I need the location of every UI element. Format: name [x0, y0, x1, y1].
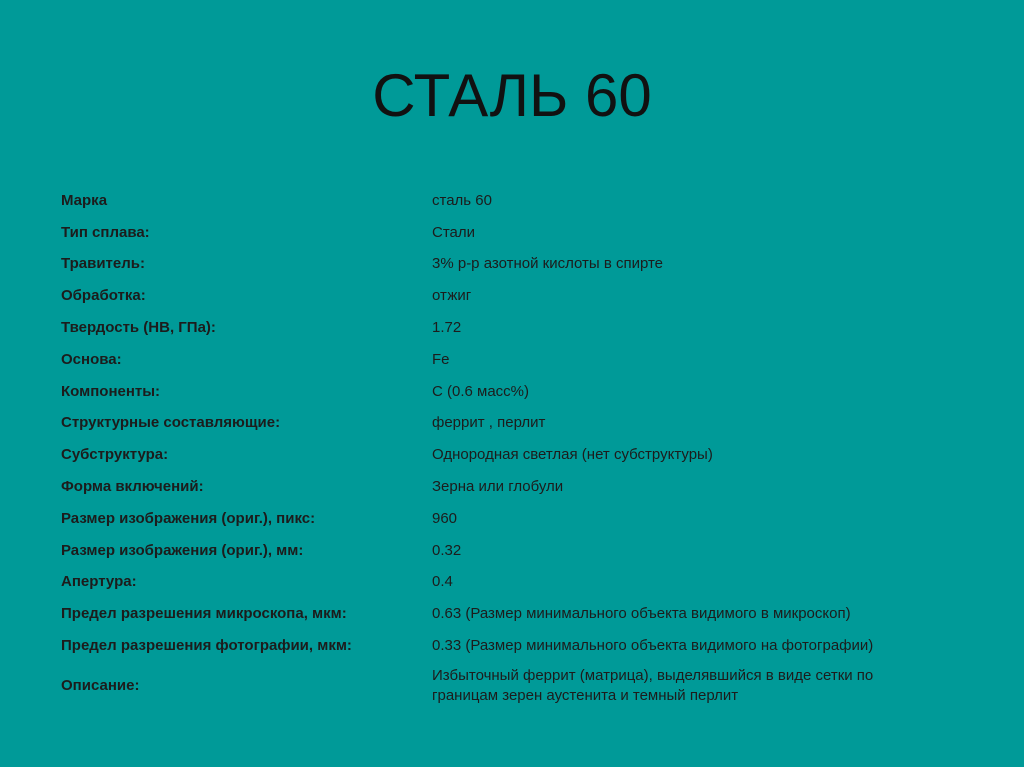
property-value: Избыточный феррит (матрица), выделявшийся в виде сетки по границам зерен аустенита и темный перлит [432, 666, 874, 704]
property-row-image-size-mm [61, 535, 961, 567]
property-label: Субструктура: [61, 446, 169, 464]
property-label: Размер изображения (ориг.), пикс: [61, 509, 316, 527]
property-row-substructure [61, 439, 961, 471]
property-label: Тип сплава: [61, 223, 150, 241]
property-value: 0.33 (Размер минимального объекта видимого на фотографии) [432, 637, 874, 655]
property-label: Предел разрешения микроскопа, мкм: [61, 605, 347, 623]
property-value: Зерна или глобули [432, 478, 564, 496]
property-value: 1.72 [432, 319, 462, 337]
property-value: Стали [432, 223, 476, 241]
property-row-base [61, 344, 961, 376]
property-value: феррит , перлит [432, 414, 546, 432]
property-row-image-size-px [61, 503, 961, 535]
property-label: Структурные составляющие: [61, 414, 281, 432]
property-label: Апертура: [61, 573, 137, 591]
property-value: 960 [432, 509, 458, 527]
property-value: 3% р-р азотной кислоты в спирте [432, 255, 664, 273]
property-row-etchant [61, 249, 961, 281]
property-label: Марка [61, 191, 108, 209]
property-row-structure [61, 408, 961, 440]
property-label: Описание: [61, 676, 140, 694]
property-row-description [61, 664, 961, 708]
property-value: Однородная светлая (нет субструктуры) [432, 446, 713, 464]
property-label: Обработка: [61, 287, 146, 305]
property-value: Fe [432, 350, 450, 368]
property-row-components [61, 376, 961, 408]
property-row-photo-resolution [61, 630, 961, 662]
property-row-inclusion-shape [61, 471, 961, 503]
property-label: Основа: [61, 350, 122, 368]
property-value: C (0.6 масс%) [432, 382, 530, 400]
property-value: 0.63 (Размер минимального объекта видимого в микроскоп) [432, 605, 851, 623]
property-label: Твердость (НВ, ГПа): [61, 319, 216, 337]
property-row-microscope-resolution [61, 598, 961, 630]
property-label: Размер изображения (ориг.), мм: [61, 541, 304, 559]
property-row-aperture [61, 567, 961, 599]
property-value: 0.4 [432, 573, 453, 591]
property-value: отжиг [432, 287, 472, 305]
property-value: 0.32 [432, 541, 462, 559]
property-label: Компоненты: [61, 382, 161, 400]
property-row-hardness [61, 312, 961, 344]
properties-table [61, 185, 961, 708]
property-label: Форма включений: [61, 478, 204, 496]
property-value: сталь 60 [432, 191, 492, 209]
property-row-grade [61, 185, 961, 217]
property-row-alloy-type [61, 217, 961, 249]
property-label: Предел разрешения фотографии, мкм: [61, 637, 352, 655]
property-label: Травитель: [61, 255, 145, 273]
slide-title: СТАЛЬ 60 [372, 62, 652, 129]
property-row-treatment [61, 280, 961, 312]
